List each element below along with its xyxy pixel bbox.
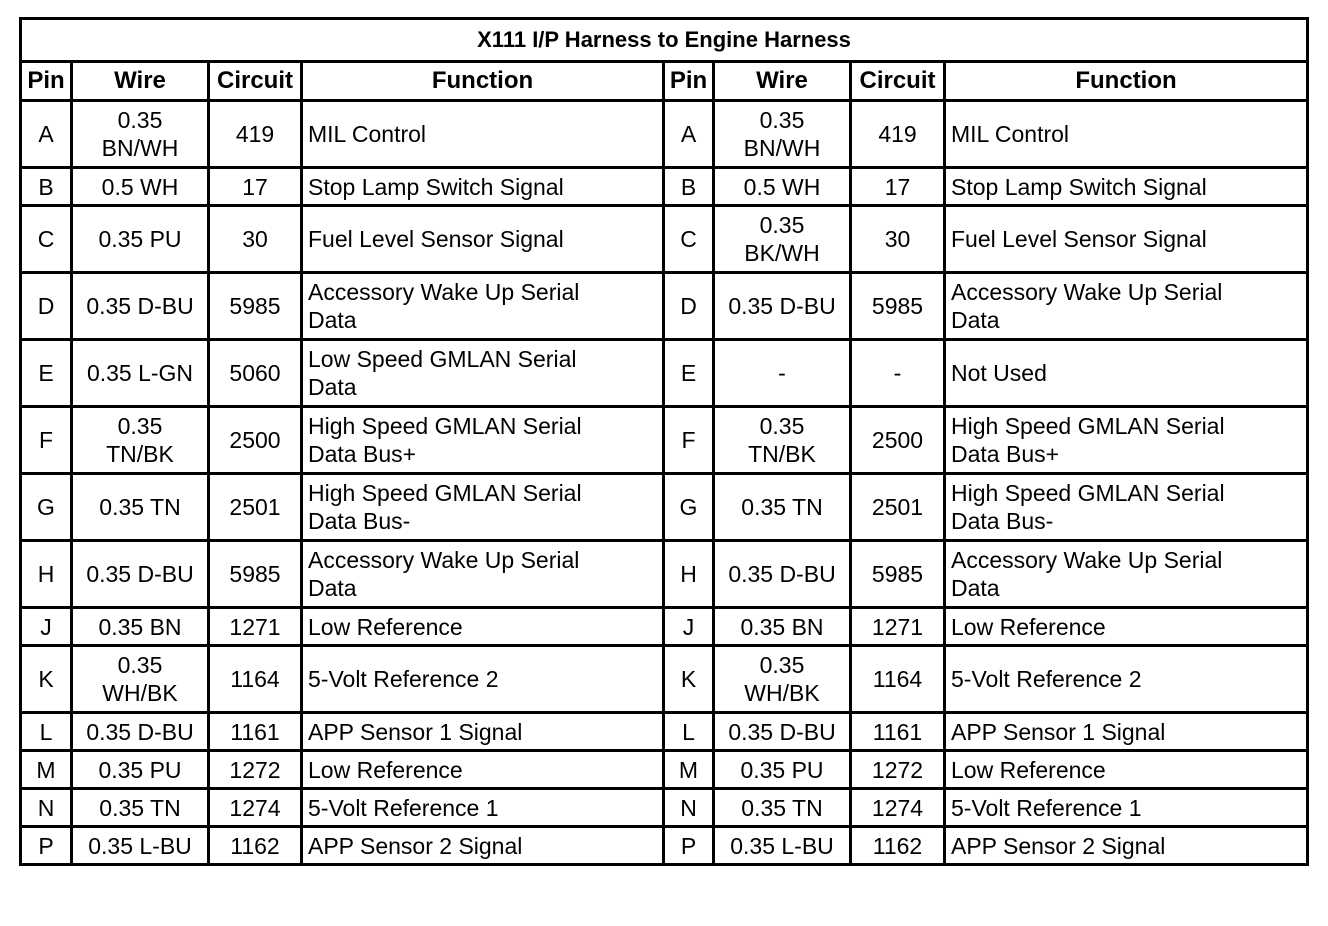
right-pin-cell: K bbox=[664, 646, 714, 713]
left-pin-cell: E bbox=[21, 340, 72, 407]
left-pin-cell: C bbox=[21, 206, 72, 273]
right-pin-cell: E bbox=[664, 340, 714, 407]
left-wire-cell: 0.35 WH/BK bbox=[72, 646, 209, 713]
right-wire-cell: 0.35 D-BU bbox=[714, 541, 851, 608]
left-circuit-cell: 17 bbox=[209, 168, 302, 206]
right-pin-cell: N bbox=[664, 789, 714, 827]
right-wire-cell: 0.35 L-BU bbox=[714, 827, 851, 865]
left-pin-cell: G bbox=[21, 474, 72, 541]
header-pin-right: Pin bbox=[664, 62, 714, 101]
right-circuit-cell: 419 bbox=[851, 101, 945, 168]
left-pin-cell: H bbox=[21, 541, 72, 608]
table-row bbox=[21, 608, 1308, 646]
header-circuit-right: Circuit bbox=[851, 62, 945, 101]
right-pin-cell: J bbox=[664, 608, 714, 646]
right-function-cell: Not Used bbox=[945, 340, 1308, 407]
header-function-left: Function bbox=[302, 62, 664, 101]
left-circuit-cell: 30 bbox=[209, 206, 302, 273]
right-function-cell: Low Reference bbox=[945, 751, 1308, 789]
right-function-cell: Stop Lamp Switch Signal bbox=[945, 168, 1308, 206]
right-circuit-cell: 1271 bbox=[851, 608, 945, 646]
right-wire-cell: 0.35 BK/WH bbox=[714, 206, 851, 273]
left-function-cell: High Speed GMLAN Serial Data Bus- bbox=[302, 474, 664, 541]
right-pin-cell: L bbox=[664, 713, 714, 751]
left-wire-cell: 0.35 D-BU bbox=[72, 713, 209, 751]
left-circuit-cell: 1162 bbox=[209, 827, 302, 865]
right-function-cell: APP Sensor 1 Signal bbox=[945, 713, 1308, 751]
right-circuit-cell: 5985 bbox=[851, 541, 945, 608]
right-wire-cell: 0.35 TN bbox=[714, 474, 851, 541]
left-function-cell: Fuel Level Sensor Signal bbox=[302, 206, 664, 273]
left-function-cell: MIL Control bbox=[302, 101, 664, 168]
left-wire-cell: 0.35 TN/BK bbox=[72, 407, 209, 474]
left-pin-cell: D bbox=[21, 273, 72, 340]
left-circuit-cell: 2501 bbox=[209, 474, 302, 541]
left-function-cell: 5-Volt Reference 2 bbox=[302, 646, 664, 713]
table-row bbox=[21, 474, 1308, 541]
right-wire-cell: 0.35 TN/BK bbox=[714, 407, 851, 474]
left-function-cell: APP Sensor 2 Signal bbox=[302, 827, 664, 865]
table-row bbox=[21, 340, 1308, 407]
left-circuit-cell: 2500 bbox=[209, 407, 302, 474]
right-function-cell: 5-Volt Reference 1 bbox=[945, 789, 1308, 827]
left-pin-cell: M bbox=[21, 751, 72, 789]
right-pin-cell: P bbox=[664, 827, 714, 865]
right-function-cell: APP Sensor 2 Signal bbox=[945, 827, 1308, 865]
left-wire-cell: 0.35 BN/WH bbox=[72, 101, 209, 168]
table-row bbox=[21, 713, 1308, 751]
header-circuit-left: Circuit bbox=[209, 62, 302, 101]
table-row bbox=[21, 273, 1308, 340]
left-circuit-cell: 1271 bbox=[209, 608, 302, 646]
left-pin-cell: L bbox=[21, 713, 72, 751]
left-function-cell: APP Sensor 1 Signal bbox=[302, 713, 664, 751]
right-circuit-cell: 1274 bbox=[851, 789, 945, 827]
left-wire-cell: 0.35 PU bbox=[72, 206, 209, 273]
table-row bbox=[21, 646, 1308, 713]
right-circuit-cell: 2500 bbox=[851, 407, 945, 474]
left-pin-cell: B bbox=[21, 168, 72, 206]
right-wire-cell: 0.35 BN/WH bbox=[714, 101, 851, 168]
header-wire-left: Wire bbox=[72, 62, 209, 101]
left-circuit-cell: 5060 bbox=[209, 340, 302, 407]
table-row bbox=[21, 541, 1308, 608]
left-wire-cell: 0.35 L-GN bbox=[72, 340, 209, 407]
right-wire-cell: 0.35 PU bbox=[714, 751, 851, 789]
left-pin-cell: P bbox=[21, 827, 72, 865]
right-wire-cell: 0.35 TN bbox=[714, 789, 851, 827]
right-function-cell: High Speed GMLAN Serial Data Bus+ bbox=[945, 407, 1308, 474]
table-row bbox=[21, 206, 1308, 273]
left-circuit-cell: 1272 bbox=[209, 751, 302, 789]
right-function-cell: Accessory Wake Up Serial Data bbox=[945, 541, 1308, 608]
left-function-cell: Low Speed GMLAN Serial Data bbox=[302, 340, 664, 407]
right-function-cell: Low Reference bbox=[945, 608, 1308, 646]
table-row bbox=[21, 101, 1308, 168]
left-wire-cell: 0.35 L-BU bbox=[72, 827, 209, 865]
right-circuit-cell: 1162 bbox=[851, 827, 945, 865]
right-pin-cell: D bbox=[664, 273, 714, 340]
right-wire-cell: 0.35 D-BU bbox=[714, 273, 851, 340]
table-row bbox=[21, 751, 1308, 789]
right-pin-cell: B bbox=[664, 168, 714, 206]
right-wire-cell: 0.5 WH bbox=[714, 168, 851, 206]
right-wire-cell: - bbox=[714, 340, 851, 407]
right-function-cell: MIL Control bbox=[945, 101, 1308, 168]
right-function-cell: 5-Volt Reference 2 bbox=[945, 646, 1308, 713]
left-circuit-cell: 5985 bbox=[209, 273, 302, 340]
right-pin-cell: H bbox=[664, 541, 714, 608]
table-row bbox=[21, 789, 1308, 827]
left-wire-cell: 0.35 BN bbox=[72, 608, 209, 646]
left-wire-cell: 0.35 TN bbox=[72, 789, 209, 827]
left-circuit-cell: 5985 bbox=[209, 541, 302, 608]
left-function-cell: Stop Lamp Switch Signal bbox=[302, 168, 664, 206]
right-pin-cell: F bbox=[664, 407, 714, 474]
left-pin-cell: J bbox=[21, 608, 72, 646]
table-row bbox=[21, 168, 1308, 206]
right-wire-cell: 0.35 D-BU bbox=[714, 713, 851, 751]
right-pin-cell: C bbox=[664, 206, 714, 273]
right-circuit-cell: 1161 bbox=[851, 713, 945, 751]
left-function-cell: Accessory Wake Up Serial Data bbox=[302, 541, 664, 608]
left-pin-cell: A bbox=[21, 101, 72, 168]
left-pin-cell: F bbox=[21, 407, 72, 474]
left-function-cell: 5-Volt Reference 1 bbox=[302, 789, 664, 827]
left-circuit-cell: 1274 bbox=[209, 789, 302, 827]
header-wire-right: Wire bbox=[714, 62, 851, 101]
right-circuit-cell: - bbox=[851, 340, 945, 407]
header-function-right: Function bbox=[945, 62, 1308, 101]
left-pin-cell: K bbox=[21, 646, 72, 713]
left-function-cell: Low Reference bbox=[302, 751, 664, 789]
header-pin-left: Pin bbox=[21, 62, 72, 101]
left-circuit-cell: 1161 bbox=[209, 713, 302, 751]
right-function-cell: Accessory Wake Up Serial Data bbox=[945, 273, 1308, 340]
left-wire-cell: 0.5 WH bbox=[72, 168, 209, 206]
right-circuit-cell: 1272 bbox=[851, 751, 945, 789]
right-function-cell: Fuel Level Sensor Signal bbox=[945, 206, 1308, 273]
left-function-cell: Accessory Wake Up Serial Data bbox=[302, 273, 664, 340]
right-circuit-cell: 5985 bbox=[851, 273, 945, 340]
left-wire-cell: 0.35 PU bbox=[72, 751, 209, 789]
right-wire-cell: 0.35 BN bbox=[714, 608, 851, 646]
right-circuit-cell: 2501 bbox=[851, 474, 945, 541]
left-circuit-cell: 419 bbox=[209, 101, 302, 168]
table-title: X111 I/P Harness to Engine Harness bbox=[21, 19, 1308, 62]
left-pin-cell: N bbox=[21, 789, 72, 827]
right-pin-cell: G bbox=[664, 474, 714, 541]
right-wire-cell: 0.35 WH/BK bbox=[714, 646, 851, 713]
left-wire-cell: 0.35 D-BU bbox=[72, 541, 209, 608]
table-row bbox=[21, 407, 1308, 474]
right-circuit-cell: 17 bbox=[851, 168, 945, 206]
left-circuit-cell: 1164 bbox=[209, 646, 302, 713]
right-pin-cell: M bbox=[664, 751, 714, 789]
left-wire-cell: 0.35 TN bbox=[72, 474, 209, 541]
table-row bbox=[21, 827, 1308, 865]
right-circuit-cell: 30 bbox=[851, 206, 945, 273]
right-function-cell: High Speed GMLAN Serial Data Bus- bbox=[945, 474, 1308, 541]
right-pin-cell: A bbox=[664, 101, 714, 168]
left-function-cell: Low Reference bbox=[302, 608, 664, 646]
table-body bbox=[21, 101, 1308, 865]
right-circuit-cell: 1164 bbox=[851, 646, 945, 713]
harness-table bbox=[19, 17, 1309, 866]
left-wire-cell: 0.35 D-BU bbox=[72, 273, 209, 340]
left-function-cell: High Speed GMLAN Serial Data Bus+ bbox=[302, 407, 664, 474]
